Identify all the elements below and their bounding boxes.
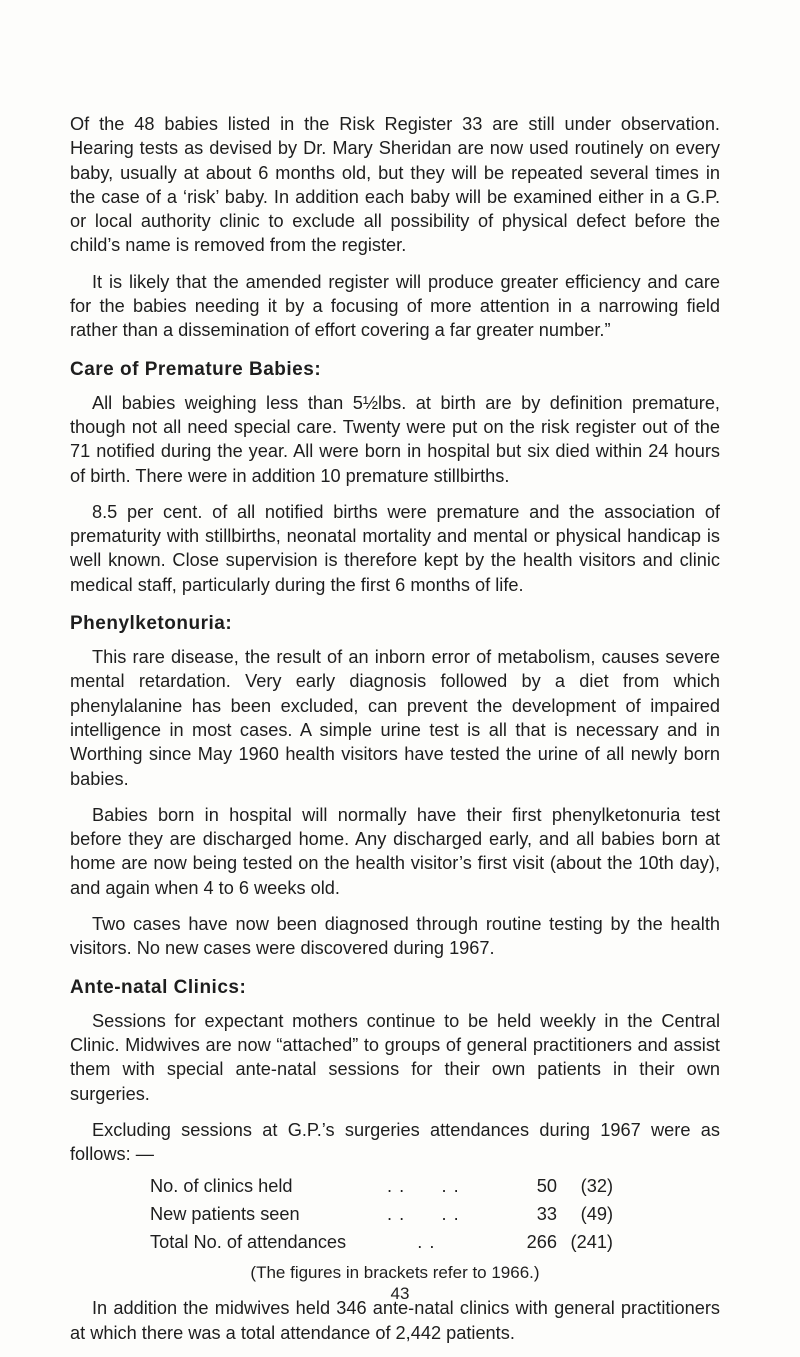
premature-paragraph-1: All babies weighing less than 5½lbs. at birth are by definition premature, though not all need special care. Twenty were put on the risk register out of the 71 notified during the year. All were born in hospital but six died within 24 hours of birth. There were in addition 10 premature stillbirths. — [70, 392, 720, 486]
page-number: 43 — [390, 1284, 410, 1303]
pku-paragraph-2: Babies born in hospital will normally have their first phenylketonuria test before they are discharged home. Any discharged early, and all babies born at home are now being tested on the health visitor’s first visit (about the 10th day), and again when 4 to 6 weeks old. — [70, 804, 720, 898]
pku-paragraph-3: Two cases have now been diagnosed through routine testing by the health visitors. No new cases were discovered during 1967. — [70, 914, 720, 959]
row-label: Total No. of attendances — [150, 1232, 347, 1253]
heading-premature-babies: Care of Premature Babies: — [70, 358, 322, 380]
antenatal-paragraph-1: Sessions for expectant mothers continue to be held weekly in the Central Clinic. Midwives are now “attached” to groups of general practitioners and assist them with special ante-natal sessions for their own patients in their own surgeries. — [70, 1010, 720, 1104]
intro-paragraph-2: It is likely that the amended register will produce greater efficiency and care for the babies needing it by a focusing of more attention in a narrowing field rather than a dissemination of effort covering a far greater number.” — [70, 271, 720, 341]
row-dots: . . . . — [387, 1204, 460, 1225]
row-previous: (49) — [580, 1204, 613, 1225]
table-row — [70, 1228, 720, 1256]
pku-paragraph-1: This rare disease, the result of an inborn error of metabolism, causes severe mental retardation. Very early diagnosis followed by a diet from which phenylalanine has been excluded, can prevent the development of impaired intelligence in most cases. A simple urine test is all that is necessary and in Worthing since May 1960 health visitors have tested the urine of all newly born babies. — [70, 647, 720, 789]
antenatal-paragraph-2: Excluding sessions at G.P.’s surgeries attendances during 1967 were as follows: — — [70, 1119, 720, 1165]
row-previous: (32) — [580, 1176, 613, 1197]
heading-phenylketonuria: Phenylketonuria: — [70, 613, 233, 635]
row-label: No. of clinics held — [150, 1176, 293, 1197]
row-previous: (241) — [570, 1232, 613, 1253]
closing-paragraph: In addition the midwives held 346 ante-natal clinics with general practitioners at which there was a total attendance of 2,442 patients. — [70, 1298, 720, 1343]
row-value: 33 — [536, 1204, 557, 1225]
intro-paragraph-1: Of the 48 babies listed in the Risk Register 33 are still under observation. Hearing tests as devised by Dr. Mary Sheridan are now used routinely on every baby, usually at about 6 months old, but they will be repeated several times in the case of a ‘risk’ baby. In addition each baby will be examined either in a G.P. or local authority clinic to exclude all possibility of physical defect before the child’s name is removed from the register. — [70, 114, 720, 256]
table-note: (The figures in brackets refer to 1966.) — [250, 1263, 540, 1283]
premature-paragraph-2: 8.5 per cent. of all notified births were premature and the association of prematurity with stillbirths, neonatal mortality and mental or physical handicap is well known. Close supervision is therefore kept by the health visitors and clinic medical staff, particularly during the first 6 months of life. — [70, 501, 720, 595]
row-value: 50 — [536, 1176, 557, 1197]
attendance-table — [70, 1172, 720, 1256]
row-dots: . . . . — [387, 1176, 460, 1197]
row-value: 266 — [526, 1232, 557, 1253]
table-row — [70, 1200, 720, 1228]
row-dots: . . — [387, 1232, 436, 1253]
heading-ante-natal-clinics: Ante-natal Clinics: — [70, 976, 247, 998]
row-label: New patients seen — [150, 1204, 300, 1225]
document-page — [70, 112, 720, 1357]
table-row — [70, 1172, 720, 1200]
